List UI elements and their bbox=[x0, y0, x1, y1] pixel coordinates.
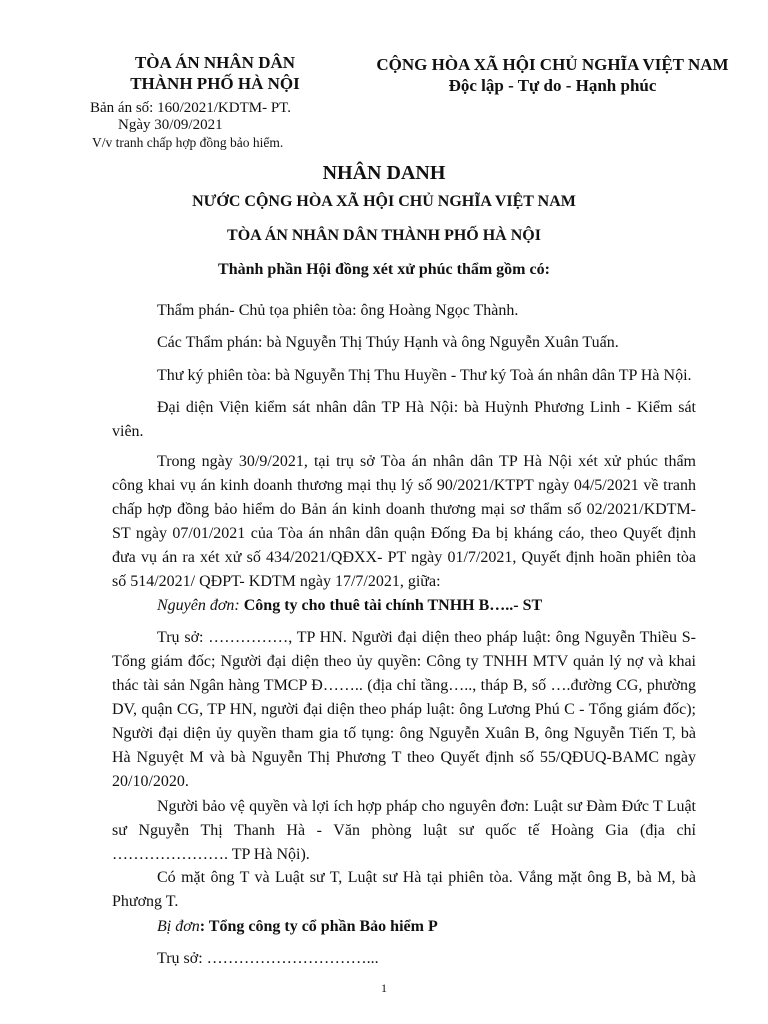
plaintiff-label: Nguyên đơn: bbox=[157, 597, 240, 614]
court-name-line2: THÀNH PHỐ HÀ NỘI bbox=[130, 74, 300, 93]
judgment-number: Bản án số: 160/2021/KDTM- PT. bbox=[90, 100, 291, 116]
case-subject: V/v tranh chấp hợp đồng bảo hiểm. bbox=[92, 135, 284, 150]
paragraph-defendant-address: Trụ sở: …………………………... bbox=[157, 950, 379, 967]
title-on-behalf: NHÂN DANH bbox=[322, 162, 446, 184]
paragraph-lawyers: Người bảo vệ quyền và lợi ích hợp pháp cho nguyên đơn: Luật sư Đàm Đức T Luật sư Nguyễn Thị Thanh Hà - Văn phòng luật sư quốc tế Hoàng Gia (địa chỉ …………………. TP Hà Nội). bbox=[112, 798, 696, 863]
paragraph-plaintiff bbox=[112, 594, 696, 618]
court-name-line1: TÒA ÁN NHÂN DÂN bbox=[134, 53, 296, 72]
national-motto: Độc lập - Tự do - Hạnh phúc bbox=[448, 76, 657, 95]
title-court: TÒA ÁN NHÂN DÂN THÀNH PHỐ HÀ NỘI bbox=[227, 227, 541, 244]
paragraph-defendant bbox=[112, 915, 696, 939]
page-number: 1 bbox=[381, 981, 387, 995]
court-header bbox=[80, 52, 350, 151]
paragraph-presiding-judge: Thẩm phán- Chủ tọa phiên tòa: ông Hoàng Ngọc Thành. bbox=[157, 302, 519, 319]
paragraph-hearing: Trong ngày 30/9/2021, tại trụ sở Tòa án nhân dân TP Hà Nội xét xử phúc thẩm công khai vụ án kinh doanh thương mại thụ lý số 90/2021/KTPT ngày 04/5/2021 về tranh chấp hợp đồng bảo hiểm do Bản án kinh doanh thương mại sơ thẩm số 02/2021/KDTM- ST ngày 07/01/2021 của Tòa án nhân dân quận Đống Đa bị kháng cáo, theo Quyết định đưa vụ án ra xét xử số 434/2021/QĐXX- PT ngày 01/7/2021, Quyết định hoãn phiên tòa số 514/2021/ QĐPT- KDTM ngày 17/7/2021, giữa: bbox=[112, 453, 696, 590]
judgment-date: Ngày 30/09/2021 bbox=[118, 117, 223, 133]
nation-title: CỘNG HÒA XÃ HỘI CHỦ NGHĨA VIỆT NAM bbox=[376, 55, 729, 74]
defendant-name: : Tổng công ty cổ phần Bảo hiểm P bbox=[199, 918, 438, 935]
title-nation: NƯỚC CỘNG HÒA XÃ HỘI CHỦ NGHĨA VIỆT NAM bbox=[192, 193, 576, 210]
plaintiff-name: Công ty cho thuê tài chính TNHH B…..- ST bbox=[243, 597, 543, 614]
title-panel: Thành phần Hội đồng xét xử phúc thẩm gồm có: bbox=[218, 261, 550, 278]
paragraph-plaintiff-address: Trụ sở: ……………, TP HN. Người đại diện theo pháp luật: ông Nguyễn Thiều S- Tổng giám đốc; Người đại diện theo ủy quyền: Công ty TNHH MTV quản lý nợ và khai thác tài sản Ngân hàng TMCP Đ…….. (địa chỉ tầng….., tháp B, số ….đường CG, phường DV, quận CG, TP HN, người đại diện theo pháp luật: ông Lương Phú C - Tổng giám đốc); Người đại diện ủy quyền tham gia tố tụng: ông Nguyễn Xuân B, ông Nguyễn Tiến T, bà Hà Nguyệt M và bà Nguyễn Thị Phương T theo Quyết định số 55/QĐUQ-BAMC ngày 20/10/2020. bbox=[112, 629, 696, 790]
paragraph-procurator: Đại diện Viện kiểm sát nhân dân TP Hà Nội: bà Huỳnh Phương Linh - Kiểm sát viên. bbox=[112, 399, 696, 440]
paragraph-judges: Các Thẩm phán: bà Nguyễn Thị Thúy Hạnh và ông Nguyễn Xuân Tuấn. bbox=[157, 334, 619, 351]
national-header bbox=[360, 54, 745, 96]
paragraph-clerk: Thư ký phiên tòa: bà Nguyễn Thị Thu Huyền - Thư ký Toà án nhân dân TP Hà Nội. bbox=[157, 367, 692, 384]
defendant-label: Bị đơn bbox=[157, 918, 200, 935]
paragraph-attendance: Có mặt ông T và Luật sư T, Luật sư Hà tại phiên tòa. Vắng mặt ông B, bà M, bà Phương T. bbox=[112, 869, 696, 910]
